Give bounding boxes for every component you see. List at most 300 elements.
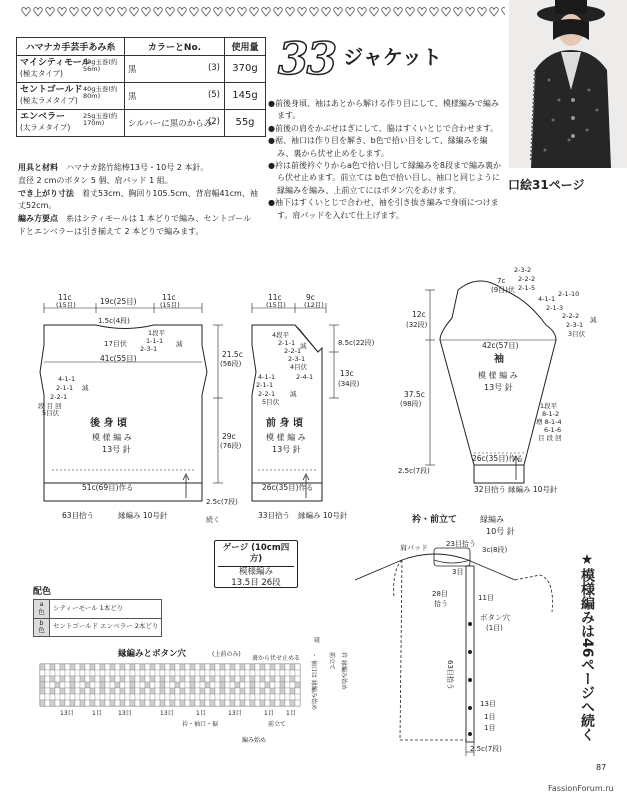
front-h13: 13c [340, 369, 354, 378]
yarn-row [17, 109, 266, 136]
collar-m1b: 1目 [484, 724, 496, 732]
edge-chart-cell [220, 664, 225, 670]
edge-chart-cell [190, 700, 195, 706]
edge-chart-cell [115, 688, 120, 694]
color-section [33, 584, 162, 637]
collar-m3: 3目 [452, 568, 464, 576]
yarn-type: (極太ラメタイプ) [20, 96, 78, 106]
yarn-table [16, 37, 266, 137]
edge-chart-cell [290, 682, 295, 688]
edge-chart-cell [150, 694, 155, 700]
edge-chart-cell [265, 670, 270, 676]
edge-chart-cell [125, 676, 130, 682]
edge-chart-cell [180, 664, 185, 670]
edge-chart-cell [95, 694, 100, 700]
edge-chart-cell [285, 688, 290, 694]
edge-chart-cell [180, 670, 185, 676]
page-number: 87 [596, 763, 607, 772]
edge-chart-cell [130, 676, 135, 682]
edge-chart-cell [145, 694, 150, 700]
edge-chart-cell [205, 682, 210, 688]
yarn-header-name: ハマナカ手芸手あみ糸 [17, 38, 125, 56]
edge-chart-cell [105, 688, 110, 694]
edge-chart-cell [175, 682, 180, 688]
back-pick: 63目拾う [62, 511, 95, 520]
edge-chart-cell [185, 676, 190, 682]
front-needle: 13号 針 [272, 445, 301, 454]
edge-chart-cell [55, 670, 60, 676]
sleeve-c6: 2-1-3 [546, 304, 564, 312]
edge-chart-cell [210, 676, 215, 682]
edge-chart-cell [175, 676, 180, 682]
yarn-color: 黒 [128, 64, 137, 75]
edge-chart-cell [95, 688, 100, 694]
edge-chart-cell [180, 676, 185, 682]
edge-chart-cell [115, 682, 120, 688]
edge-chart-cell [70, 694, 75, 700]
edge-chart-cell [145, 670, 150, 676]
edge-chart-cell [155, 694, 160, 700]
edge-chart-cell [70, 676, 75, 682]
edge-chart-cell [100, 670, 105, 676]
back-border-band [44, 483, 202, 501]
sleeve-h12: 12c [412, 310, 426, 319]
edge-chart-cell [95, 664, 100, 670]
sleeve-h12s: (32段) [406, 321, 428, 329]
sleeve-needle: 13号 針 [484, 383, 513, 392]
edge-chart-cell [105, 676, 110, 682]
edge-chart-cell [95, 670, 100, 676]
edge-chart-cell [220, 694, 225, 700]
edge-chart-cell [195, 688, 200, 694]
yarn-amount: 370g [225, 56, 266, 83]
edge-chart-cell [290, 694, 295, 700]
edge-chart-cell [100, 682, 105, 688]
edge-chart-cell [185, 670, 190, 676]
sleeve-w42: 42c(57目) [482, 341, 519, 350]
edge-chart-cell [90, 670, 95, 676]
edge-chart-cell [195, 670, 200, 676]
edge-chart-cell [265, 676, 270, 682]
sleeve-border: 縁編み 10号針 [508, 485, 558, 494]
edge-chart-cell [40, 670, 45, 676]
header-ornament [20, 4, 505, 18]
edge-chart-cell [195, 700, 200, 706]
edge-chart-cell [240, 694, 245, 700]
edge-chart-cell [235, 664, 240, 670]
edge-chart-cell [225, 694, 230, 700]
edge-chart-cell [290, 700, 295, 706]
edge-chart-cell [65, 700, 70, 706]
instruction-notes [268, 98, 504, 222]
edge-chart-cell [290, 688, 295, 694]
edge-chart-cell [100, 688, 105, 694]
front-s4: 2-2-1 [258, 390, 276, 398]
edge-chart-cell [125, 670, 130, 676]
edge-chart-cell [290, 676, 295, 682]
edge-chart-cell [145, 700, 150, 706]
front-s3: 2-1-1 [256, 381, 274, 389]
edge-chart-cell [90, 694, 95, 700]
sleeve-name: 袖 [494, 354, 504, 365]
edge-chart-cell [130, 694, 135, 700]
edge-chart-cell [135, 694, 140, 700]
edge-chart-cell [240, 700, 245, 706]
edge-chart-cell [130, 670, 135, 676]
yarn-amount: 55g [225, 109, 266, 136]
edge-chart-cell [230, 700, 235, 706]
edge-chart-cell [90, 682, 95, 688]
edge-chart-cell [110, 700, 115, 706]
edge-chart-cell [250, 694, 255, 700]
edge-chart-cell [280, 664, 285, 670]
edge-chart-cell [140, 670, 145, 676]
edge-chart-cell [135, 688, 140, 694]
edge-chart-cell [250, 682, 255, 688]
edge-chart-cell [120, 670, 125, 676]
back-width41: 41c(55目) [100, 354, 137, 363]
edge-chart-cell [80, 682, 85, 688]
edge-chart-cell [275, 694, 280, 700]
edge-chart-cell [145, 664, 150, 670]
edge-chart-cell [160, 664, 165, 670]
sleeve-outline [440, 281, 556, 465]
sleeve-c5: 2-1-10 [558, 290, 580, 298]
edge-chart-cell [210, 694, 215, 700]
edge-chart-cell [165, 694, 170, 700]
edge-chart-cell [100, 694, 105, 700]
edge-bottom: 13目 [118, 710, 132, 717]
edge-chart-cell [85, 670, 90, 676]
back-border: 縁編み 10号針 [118, 511, 168, 520]
edge-chart-cell [180, 688, 185, 694]
edge-chart-cell [285, 694, 290, 700]
edge-chart-cell [275, 688, 280, 694]
edge-title: 縁編みとボタン穴 [118, 649, 187, 659]
sleeve-h25: 2.5c(7段) [398, 467, 430, 475]
edge-chart-cell [105, 664, 110, 670]
edge-chart-cell [260, 664, 265, 670]
edge-chart-cell [140, 682, 145, 688]
edge-chart-cell [180, 682, 185, 688]
edge-chart-cell [200, 670, 205, 676]
front-h85: 8.5c(22段) [338, 339, 375, 347]
collar-p23: 23目拾う [446, 540, 476, 548]
edge-chart-cell [115, 670, 120, 676]
edge-chart-cell [80, 664, 85, 670]
edge-chart-cell [245, 664, 250, 670]
edge-bottom: 13目 [160, 710, 174, 717]
edge-chart-cell [250, 676, 255, 682]
edge-chart-cell [230, 664, 235, 670]
gauge-value: 13.5目 26段 [231, 578, 281, 589]
edge-chart-cell [115, 694, 120, 700]
edge-chart-cell [215, 694, 220, 700]
collar-m28: 28目 [432, 590, 448, 598]
collar-needle: 10号 針 [486, 527, 515, 536]
edge-chart-cell [155, 670, 160, 676]
edge-chart-cell [120, 676, 125, 682]
method-label: 編み方要点 [18, 214, 58, 224]
edge-chart-cell [65, 676, 70, 682]
yarn-name: エンベラー [20, 111, 66, 122]
page-title [278, 34, 442, 85]
edge-chart-cell [250, 688, 255, 694]
edge-chart-cell [85, 688, 90, 694]
edge-chart-cell [140, 694, 145, 700]
edge-chart-cell [45, 688, 50, 694]
edge-chart-cell [110, 664, 115, 670]
sleeve-h375s: (98段) [400, 400, 422, 408]
front-band [466, 566, 474, 742]
gauge-stitch: 模様編み [238, 566, 273, 577]
edge-chart-cell [225, 682, 230, 688]
sleeve-c8: 2-3-1 [566, 321, 584, 329]
back-w2: 19c(25目) [100, 297, 137, 306]
sleeve-c7: 2-2-2 [562, 312, 580, 320]
color-label: シティーモール 1本どり [50, 600, 162, 619]
edge-chart-cell [270, 664, 275, 670]
edge-chart-cell [170, 700, 175, 706]
sleeve-i1: 1段平 [540, 402, 558, 410]
front-border: 縁編み 10号針 [298, 511, 348, 520]
edge-chart-cell [110, 688, 115, 694]
edge-chart-cell [160, 694, 165, 700]
edge-chart-cell [55, 682, 60, 688]
edge-chart-cell [125, 688, 130, 694]
edge-chart-cell [50, 676, 55, 682]
edge-chart-cell [215, 700, 220, 706]
edge-chart-cell [160, 700, 165, 706]
front-stitch: 模 様 編 み [266, 433, 306, 442]
sleeve-i5: 目 段 回 [538, 434, 562, 442]
edge-chart-cell [260, 688, 265, 694]
edge-chart-cell [190, 682, 195, 688]
edge-chart-cell [60, 694, 65, 700]
edge-chart-cell [155, 688, 160, 694]
edge-chart-cell [105, 670, 110, 676]
edge-chart-cell [200, 700, 205, 706]
edge-chart-cell [205, 688, 210, 694]
edge-chart-cell [135, 670, 140, 676]
edge-chart-cell [200, 688, 205, 694]
edge-chart-cell [225, 670, 230, 676]
yarn-type: (太ラメタイプ) [20, 123, 71, 132]
front-n5: 4目伏 [290, 363, 308, 371]
back-armB: 2-1-1 [56, 384, 74, 392]
edge-chart-cell [295, 664, 300, 670]
materials-label: 用具と材料 [18, 163, 58, 172]
edge-chart-cell [175, 700, 180, 706]
front-border-band [252, 483, 322, 501]
edge-chart-cell [260, 676, 265, 682]
edge-chart-cell [50, 664, 55, 670]
edge-chart-cell [175, 664, 180, 670]
edge-chart-cell [195, 676, 200, 682]
edge-chart-cell [165, 688, 170, 694]
collar-button: ボタン穴 [480, 613, 510, 622]
back-w3: 11c [162, 293, 176, 302]
edge-chart-cells [40, 664, 300, 706]
edge-chart-cell [95, 676, 100, 682]
edge-chart-cell [285, 700, 290, 706]
edge-chart-grid [40, 664, 300, 706]
edge-chart-cell [110, 670, 115, 676]
edge-chart-cell [245, 670, 250, 676]
edge-chart-cell [115, 664, 120, 670]
edge-chart-cell [280, 700, 285, 706]
edge-chart-cell [165, 676, 170, 682]
yarn-color-no: (5) [207, 89, 220, 100]
yarn-color-no: (3) [207, 62, 220, 73]
sleeve-top7s: (9目)伏 [491, 286, 515, 294]
edge-chart-cell [165, 664, 170, 670]
front-h13s: (34段) [338, 380, 360, 388]
note: ●前後身頃、袖はあとから解ける作り目にして、模様編みで編みます。 [268, 99, 499, 121]
edge-chart-cell [150, 688, 155, 694]
edge-chart-cell [120, 682, 125, 688]
front-w1: 11c [268, 293, 282, 302]
edge-chart-cell [240, 676, 245, 682]
sleeve-inc: 増 8-1-4 [536, 418, 562, 426]
edge-chart-cell [115, 676, 120, 682]
edge-chart-cell [235, 676, 240, 682]
edge-chart-cell [45, 664, 50, 670]
edge-chart-cell [205, 664, 210, 670]
edge-label: 衿 縁編み始め [340, 652, 347, 690]
edge-chart-cell [60, 700, 65, 706]
edge-chart-cell [125, 664, 130, 670]
edge-chart-cell [60, 664, 65, 670]
edge-label: 寝 [314, 637, 321, 644]
edge-chart-cell [240, 682, 245, 688]
edge-chart-cell [150, 700, 155, 706]
edge-chart-cell [45, 682, 50, 688]
edge-chart-cell [215, 676, 220, 682]
front-n3: 2-2-1 [284, 347, 302, 355]
yarn-spec: 50g玉巻(約56m) [83, 58, 118, 74]
edge-chart-cell [60, 682, 65, 688]
yarn-spec: 40g玉巻(約80m) [83, 85, 118, 101]
edge-chart-cell [145, 682, 150, 688]
edge-chart-cell [285, 664, 290, 670]
edge-chart-cell [155, 700, 160, 706]
edge-chart-cell [130, 700, 135, 706]
materials-block [18, 162, 258, 239]
photo-reference: 口絵31ページ [508, 178, 585, 192]
edge-chart-cell [90, 688, 95, 694]
yarn-header-amount: 使用量 [225, 38, 266, 56]
edge-chart-cell [160, 676, 165, 682]
edge-chart-cell [215, 688, 220, 694]
edge-chart-cell [190, 676, 195, 682]
edge-chart-cell [140, 664, 145, 670]
edge-bottom: 13目 [60, 710, 74, 717]
edge-chart-cell [270, 694, 275, 700]
edge-chart-cell [140, 700, 145, 706]
edge-chart-cell [110, 694, 115, 700]
edge-chart-cell [270, 670, 275, 676]
edge-chart-cell [145, 688, 150, 694]
edge-chart-cell [160, 670, 165, 676]
edge-chart-cell [245, 682, 250, 688]
edge-chart-cell [255, 676, 260, 682]
edge-chart-cell [225, 700, 230, 706]
edge-chart-cell [255, 664, 260, 670]
edge-chart-cell [160, 682, 165, 688]
edge-chart-cell [100, 664, 105, 670]
edge-chart-cell [110, 682, 115, 688]
edge-chart-cell [215, 682, 220, 688]
note: ●裾、袖口は作り目を解き、b色で拾い目をして、縁編みを編み、裏から伏せ止めをします。 [268, 136, 488, 158]
back-armC: 2-2-1 [50, 393, 68, 401]
edge-chart-cell [230, 682, 235, 688]
edge-bottom: 1目 [264, 710, 274, 717]
edge-chart-cell [85, 664, 90, 670]
materials-text: 直径 2 cmのボタン 5 個、肩パッド 1 組。 [18, 175, 173, 185]
edge-chart-cell [200, 664, 205, 670]
edge-chart-cell [120, 700, 125, 706]
edge-chart-cell [210, 700, 215, 706]
edge-chart-cell [270, 688, 275, 694]
edge-chart-cell [105, 682, 110, 688]
edge-chart-cell [195, 694, 200, 700]
edge-chart-cell [40, 682, 45, 688]
edge-chart-cell [45, 700, 50, 706]
collar-band [434, 548, 470, 566]
edge-chart-cell [185, 700, 190, 706]
edge-chart-cell [85, 694, 90, 700]
edge-chart-cell [75, 664, 80, 670]
yarn-spec: 25g玉巻(約170m) [83, 112, 118, 128]
edge-chart-cell [40, 688, 45, 694]
edge-chart-cell [85, 676, 90, 682]
gauge [218, 543, 294, 590]
edge-chart-cell [165, 682, 170, 688]
edge-chart-cell [245, 688, 250, 694]
edge-chart-cell [125, 700, 130, 706]
back-r4: 1-1-1 [146, 337, 164, 345]
edge-start: 編み始め [242, 737, 267, 744]
front-s2: 4-1-1 [258, 373, 276, 381]
edge-chart-cell [125, 682, 130, 688]
materials-text: ハマナカ銘竹総棒13号・10号 2 本針。 [66, 163, 209, 172]
edge-chart-cell [50, 682, 55, 688]
edge-chart-cell [155, 682, 160, 688]
yarn-type: (極太タイプ) [20, 69, 63, 79]
note: ●前後の肩をかぶせはぎにして、脇はすくいとじで合わせます。 [268, 123, 499, 133]
edge-chart-cell [220, 682, 225, 688]
edge-chart-cell [270, 676, 275, 682]
color-label: セントゴールド エンベラー 2本どり [50, 618, 162, 637]
sleeve-c10: 減 [590, 316, 597, 324]
edge-chart-cell [210, 682, 215, 688]
edge-chart-cell [275, 676, 280, 682]
edge-chart-cell [50, 688, 55, 694]
edge-chart-cell [135, 676, 140, 682]
collar-border: 縁編み [480, 515, 504, 524]
edge-label: ・ 袖口は 縁編み始め [310, 652, 317, 710]
watermark: FassionForum.ru [548, 784, 614, 793]
edge-chart-cell [280, 676, 285, 682]
back-h215s: (56段) [220, 360, 242, 368]
edge-chart-cell [295, 670, 300, 676]
edge-chart-cell [60, 688, 65, 694]
yarn-header-color: カラーとNo. [125, 38, 225, 56]
edge-chart-cell [265, 682, 270, 688]
edge-chart-cell [275, 664, 280, 670]
edge-chart-cell [220, 670, 225, 676]
